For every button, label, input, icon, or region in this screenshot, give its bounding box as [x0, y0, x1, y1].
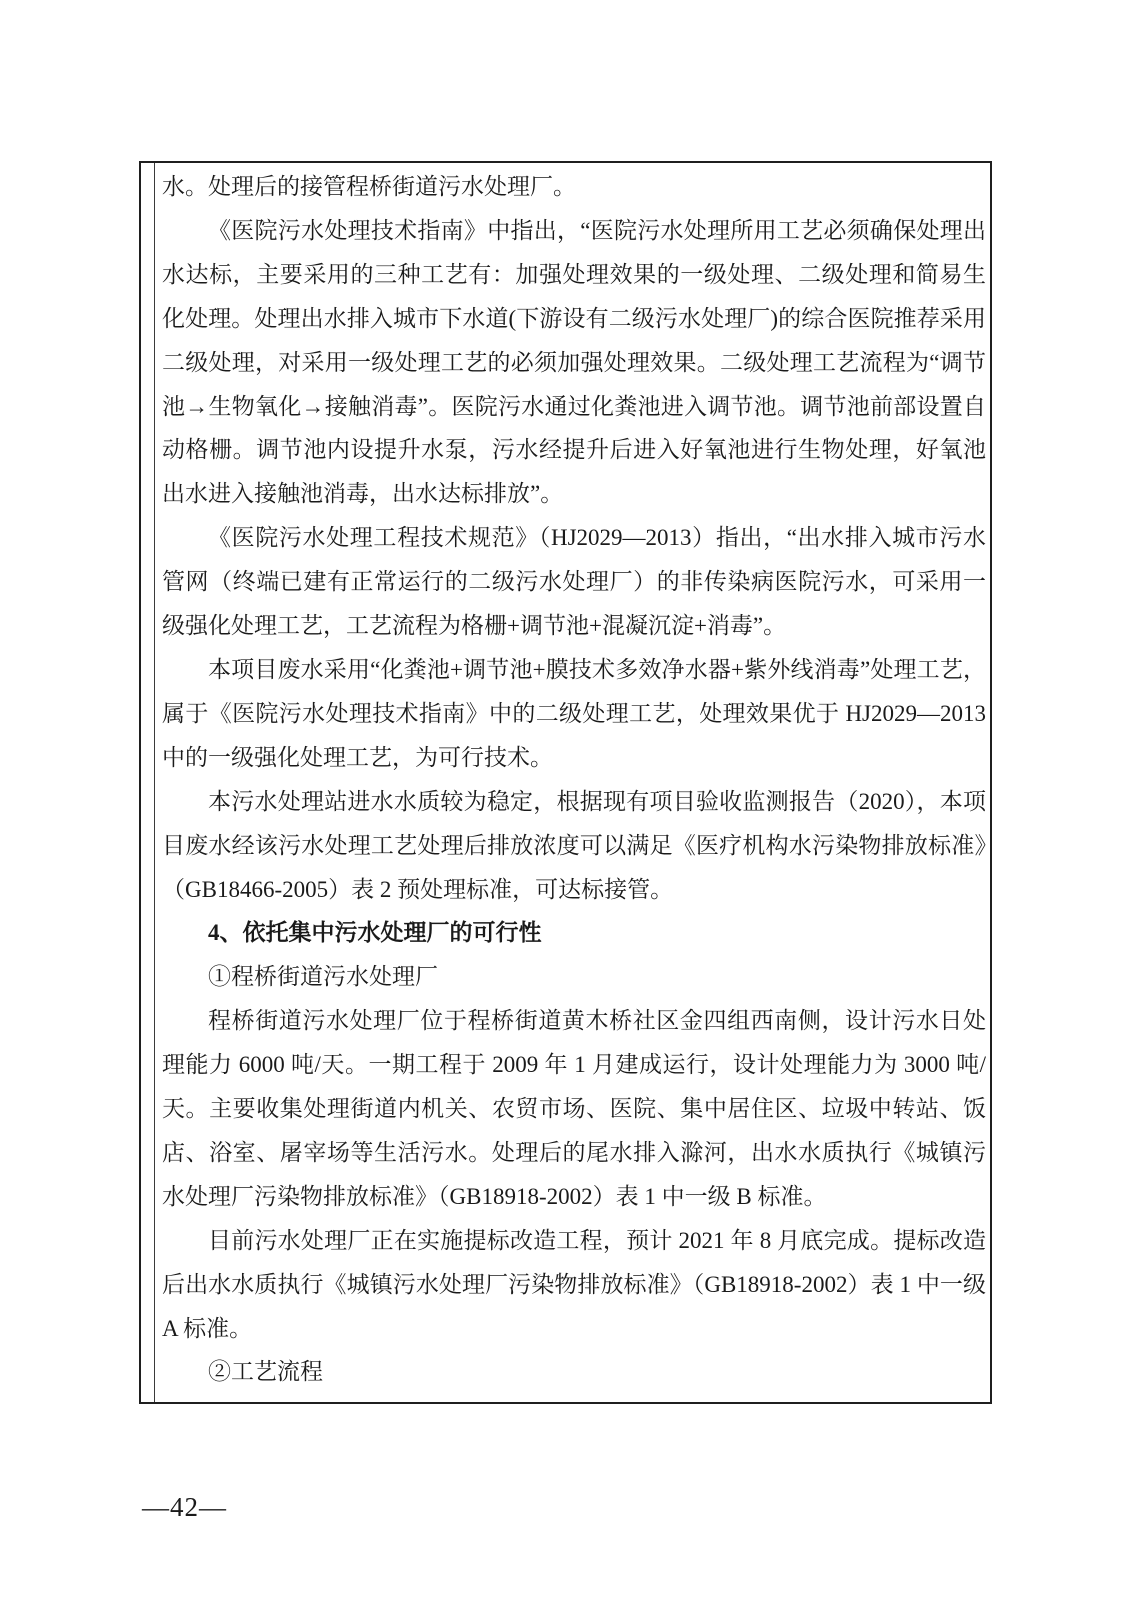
- page-number: —42—: [142, 1492, 227, 1522]
- body-text-paragraph: 本污水处理站进水水质较为稳定，根据现有项目验收监测报告（2020），本项目废水经该污水处理工艺处理后排放浓度可以满足《医疗机构水污染物排放标准》（GB18466-2005）表 2 预处理标准，可达标接管。: [162, 788, 986, 902]
- body-text-area: [155, 163, 990, 1402]
- body-text-paragraph: 《医院污水处理技术指南》中指出，“医院污水处理所用工艺必须确保处理出水达标，主要采用的三种工艺有：加强处理效果的一级处理、二级处理和简易生化处理。处理出水排入城市下水道(下游设有二级污水处理厂)的综合医院推荐采用二级处理，对采用一级处理工艺的必须加强处理效果。二级处理工艺流程为“调节池→生物氧化→接触消毒”。医院污水通过化粪池进入调节池。调节池前部设置自动格栅。调节池内设提升水泵，污水经提升后进入好氧池进行生物处理，好氧池出水进入接触池消毒，出水达标排放”。: [162, 217, 986, 507]
- subsection-label: ②工艺流程: [208, 1359, 323, 1385]
- body-text-paragraph: 《医院污水处理工程技术规范》（HJ2029—2013）指出，“出水排入城市污水管网（终端已建有正常运行的二级污水处理厂）的非传染病医院污水，可采用一级强化处理工艺，工艺流程为格栅+调节池+混凝沉淀+消毒”。: [162, 525, 986, 639]
- document-table-cell: [139, 161, 992, 1404]
- subsection-label: ①程桥街道污水处理厂: [208, 964, 438, 990]
- body-text-paragraph: 程桥街道污水处理厂位于程桥街道黄木桥社区金四组西南侧，设计污水日处理能力 6000 吨/天。一期工程于 2009 年 1 月建成运行，设计处理能力为 3000 吨/天。主要收集处理街道内机关、农贸市场、医院、集中居住区、垃圾中转站、饭店、浴室、屠宰场等生活污水。处理后的尾水排入滁河，出水水质执行《城镇污水处理厂污染物排放标准》（GB18918-2002）表 1 中一级 B 标准。: [162, 1008, 986, 1209]
- section-heading: 4、依托集中污水处理厂的可行性: [208, 920, 542, 946]
- body-text-paragraph: 本项目废水采用“化粪池+调节池+膜技术多效净水器+紫外线消毒”处理工艺，属于《医院污水处理技术指南》中的二级处理工艺，处理效果优于 HJ2029—2013 中的一级强化处理工艺，为可行技术。: [162, 656, 986, 770]
- body-text-paragraph: 水。处理后的接管程桥街道污水处理厂。: [162, 174, 576, 199]
- body-text-paragraph: 目前污水处理厂正在实施提标改造工程，预计 2021 年 8 月底完成。提标改造后出水水质执行《城镇污水处理厂污染物排放标准》（GB18918-2002）表 1 中一级 A 标准。: [162, 1227, 986, 1341]
